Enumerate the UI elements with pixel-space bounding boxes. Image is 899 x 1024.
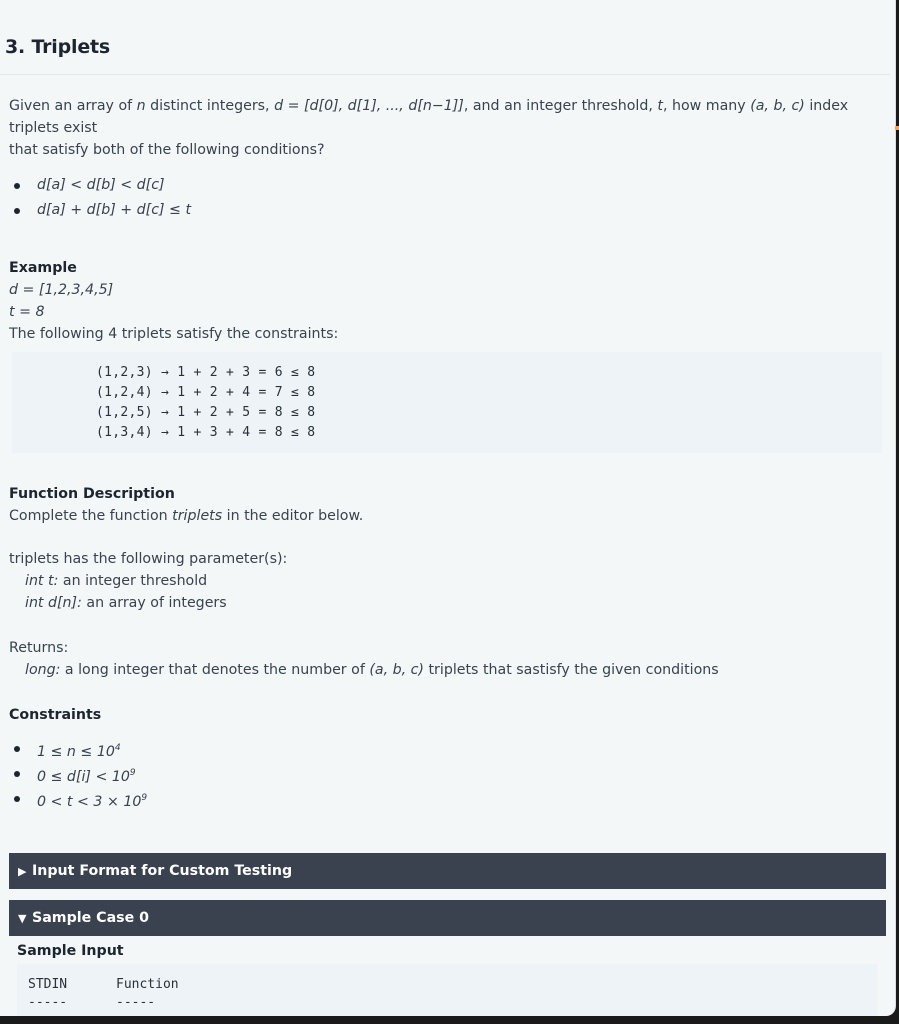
parameter-desc: an array of integers xyxy=(81,595,227,611)
conditions-list xyxy=(14,173,191,223)
constraint-text: 1 ≤ n ≤ 10 xyxy=(37,744,115,760)
code-line: (1,2,4) → 1 + 2 + 4 = 7 ≤ 8 xyxy=(96,385,316,400)
intro-text: index triplets exist xyxy=(9,98,849,136)
example-desc: The following 4 triplets satisfy the constraints: xyxy=(9,326,339,342)
stdin-column-header: STDIN xyxy=(28,977,68,992)
code-line: (1,2,5) → 1 + 2 + 5 = 8 ≤ 8 xyxy=(96,405,316,420)
input-format-label: Input Format for Custom Testing xyxy=(32,863,293,879)
intro-t: t xyxy=(657,98,663,114)
returns-section xyxy=(9,637,719,681)
condition-item: d[a] < d[b] < d[c] xyxy=(14,173,191,198)
parameter-desc: an integer threshold xyxy=(58,573,208,589)
returns-heading: Returns: xyxy=(9,640,69,656)
code-line: (1,2,3) → 1 + 2 + 3 = 6 ≤ 8 xyxy=(96,365,316,380)
example-code-block xyxy=(12,352,882,453)
fd-text: Complete the function xyxy=(9,508,173,524)
intro-array-expr: d = [d[0], d[1], ..., d[n−1]] xyxy=(274,98,464,114)
function-column-header: Function xyxy=(116,977,179,992)
intro-text: Given an array of xyxy=(9,98,137,114)
intro-text: , how many xyxy=(662,98,751,114)
title-divider xyxy=(0,74,890,75)
constraint-item xyxy=(14,736,147,761)
sample-input-block xyxy=(17,964,877,1016)
intro-text: , and an integer threshold, xyxy=(463,98,658,114)
intro-triplet: (a, b, c) xyxy=(750,98,805,114)
constraint-item xyxy=(14,761,147,786)
parameters-section xyxy=(9,548,287,614)
scroll-accent-mark xyxy=(895,126,899,130)
returns-triplet: (a, b, c) xyxy=(369,662,424,678)
parameter-signature: int d[n]: xyxy=(25,595,82,611)
intro-line-1 xyxy=(9,95,889,139)
constraint-exponent: 9 xyxy=(141,793,148,803)
constraint-exponent: 9 xyxy=(129,768,136,778)
sample-case-0-toggle[interactable] xyxy=(9,900,886,936)
function-description-line xyxy=(9,505,363,527)
parameter-signature: int t: xyxy=(25,573,59,589)
function-description-heading: Function Description xyxy=(9,486,175,502)
page-title: 3. Triplets xyxy=(5,36,110,58)
function-name: triplets xyxy=(172,508,223,524)
intro-text: distinct integers, xyxy=(145,98,275,114)
intro-n: n xyxy=(136,98,146,114)
constraints-heading: Constraints xyxy=(9,707,102,723)
returns-signature: long: xyxy=(25,662,61,678)
parameter-item xyxy=(9,570,287,592)
constraint-text: 0 ≤ d[i] < 10 xyxy=(37,769,130,785)
input-format-toggle[interactable] xyxy=(9,853,886,889)
returns-desc: triplets that sastisfy the given conditions xyxy=(423,662,719,678)
sample-input-heading: Sample Input xyxy=(17,943,124,959)
caret-right-icon: ▶ xyxy=(18,865,27,878)
returns-desc: a long integer that denotes the number of xyxy=(60,662,370,678)
caret-down-icon: ▼ xyxy=(18,912,27,925)
example-d: d = [1,2,3,4,5] xyxy=(9,282,114,298)
constraints-list xyxy=(14,736,147,811)
sample-case-0-label: Sample Case 0 xyxy=(32,910,150,926)
function-description xyxy=(9,483,363,527)
example-section xyxy=(9,257,338,345)
function-divider: ----- xyxy=(116,995,156,1010)
intro-line-2: that satisfy both of the following conditions? xyxy=(9,142,325,158)
problem-intro xyxy=(9,95,889,161)
code-line: (1,3,4) → 1 + 3 + 4 = 8 ≤ 8 xyxy=(96,425,316,440)
constraint-exponent: 4 xyxy=(114,743,121,753)
example-heading: Example xyxy=(9,260,77,276)
parameters-heading: triplets has the following parameter(s): xyxy=(9,551,288,567)
stdin-divider: ----- xyxy=(28,995,68,1010)
parameter-item xyxy=(9,592,287,614)
constraint-item xyxy=(14,786,147,811)
returns-line xyxy=(9,659,719,681)
example-t: t = 8 xyxy=(9,304,45,320)
condition-item: d[a] + d[b] + d[c] ≤ t xyxy=(14,198,191,223)
constraint-text: 0 < t < 3 × 10 xyxy=(37,794,142,810)
fd-text: in the editor below. xyxy=(222,508,364,524)
